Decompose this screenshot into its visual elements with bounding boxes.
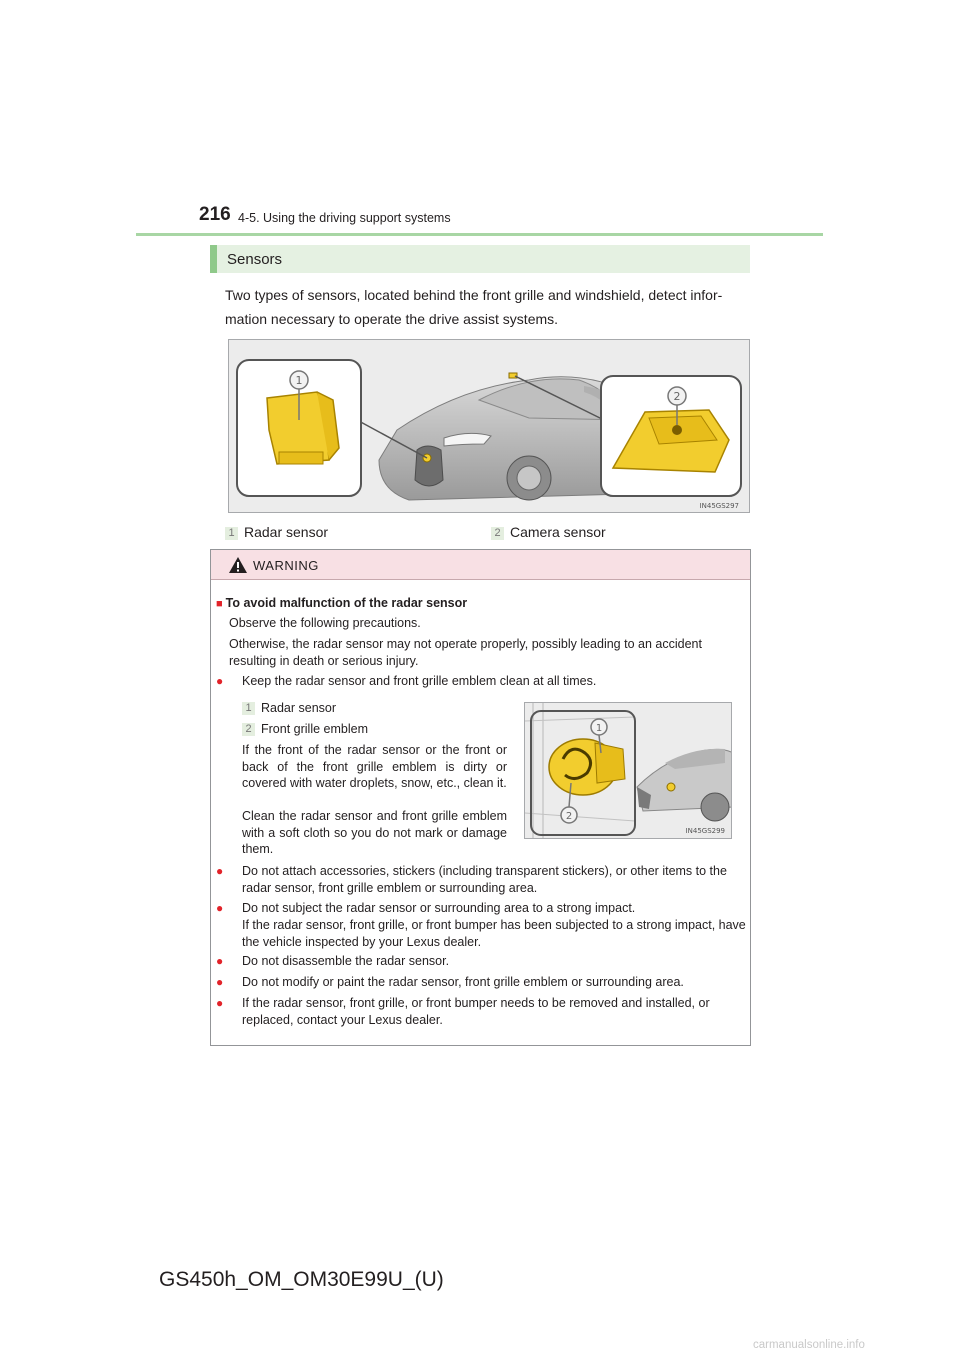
grille-illustration bbox=[525, 703, 732, 839]
number-badge: 2 bbox=[242, 723, 255, 736]
callout-1: 1 bbox=[295, 374, 303, 387]
bullet-text: Keep the radar sensor and front grille emblem clean at all times. bbox=[242, 674, 597, 688]
bullet-icon: ● bbox=[216, 901, 224, 915]
number-badge: 1 bbox=[225, 527, 238, 540]
sensor-label-camera bbox=[491, 524, 606, 540]
bullet-icon: ● bbox=[216, 954, 224, 968]
warning-bullet-6 bbox=[216, 995, 746, 1029]
bullet-text: Do not subject the radar sensor or surrounding area to a strong impact. bbox=[242, 901, 636, 915]
warning-bullet-5 bbox=[216, 974, 746, 991]
warning-bullet-4 bbox=[216, 953, 746, 970]
clean-paragraph: If the front of the radar sensor or the front or back of the front grille emblem is dirty or covered with water droplets, snow, etc., clean it. bbox=[242, 743, 507, 790]
sensors-heading-bar bbox=[210, 245, 750, 273]
bullet-text: If the radar sensor, front grille, or front bumper needs to be removed and installed, or replaced, contact your Lexus dealer. bbox=[242, 996, 710, 1027]
warning-bullet-1 bbox=[216, 673, 746, 690]
sub-item-radar bbox=[242, 700, 336, 717]
header-rule bbox=[136, 233, 823, 236]
sub-item-text: Front grille emblem bbox=[261, 722, 368, 736]
watermark: carmanualsonline.info bbox=[753, 1339, 865, 1351]
warning-bullet-2 bbox=[216, 863, 746, 897]
warning-para-2: Otherwise, the radar sensor may not operate properly, possibly leading to an accident resulting in death or serious injury. bbox=[229, 637, 702, 668]
bullet-text-continued: If the radar sensor, front grille, or front bumper has been subjected to a strong impact, have the vehicle inspected by your Lexus dealer. bbox=[242, 918, 746, 949]
grille-emblem-figure bbox=[524, 702, 732, 839]
car-illustration bbox=[229, 340, 750, 513]
bullet-text: Do not attach accessories, stickers (including transparent stickers), or other items to the radar sensor, front grille emblem or surrounding area. bbox=[242, 864, 727, 895]
figure-code: IN45GS297 bbox=[699, 502, 739, 510]
page-number: 216 bbox=[199, 204, 231, 225]
warning-triangle-icon bbox=[228, 556, 248, 574]
sensors-heading: Sensors bbox=[227, 251, 283, 268]
bullet-text: Do not modify or paint the radar sensor, front grille emblem or surrounding area. bbox=[242, 975, 684, 989]
bullet-icon: ● bbox=[216, 864, 224, 878]
document-id: GS450h_OM_OM30E99U_(U) bbox=[159, 1268, 444, 1291]
section-title: 4-5. Using the driving support systems bbox=[238, 211, 451, 225]
warning-subhead bbox=[216, 595, 467, 613]
sub-item-emblem bbox=[242, 721, 368, 738]
figure-code: IN45GS299 bbox=[685, 827, 725, 835]
bullet-icon: ● bbox=[216, 996, 224, 1010]
callout-1: 1 bbox=[595, 723, 603, 734]
sub-item-text: Radar sensor bbox=[261, 701, 337, 715]
sensors-intro: Two types of sensors, located behind the front grille and windshield, detect infor-mation necessary to operate the drive assist systems. bbox=[225, 287, 723, 327]
number-badge: 2 bbox=[491, 527, 504, 540]
warning-subhead-text: To avoid malfunction of the radar sensor bbox=[225, 596, 468, 610]
warning-para-1: Observe the following precautions. bbox=[229, 616, 421, 630]
callout-2: 2 bbox=[673, 390, 681, 403]
radar-sensor-label: Radar sensor bbox=[244, 524, 329, 540]
bullet-icon: ● bbox=[216, 975, 224, 989]
sensor-location-figure bbox=[228, 339, 750, 513]
camera-sensor-label: Camera sensor bbox=[510, 524, 606, 540]
sensor-label-radar bbox=[225, 524, 328, 540]
bullet-text: Do not disassemble the radar sensor. bbox=[242, 954, 450, 968]
warning-title: WARNING bbox=[253, 558, 319, 573]
bullet-icon: ● bbox=[216, 674, 224, 688]
warning-bullet-3 bbox=[216, 900, 746, 951]
clean-paragraph-2: Clean the radar sensor and front grille emblem with a soft cloth so you do not mark or damage them. bbox=[242, 809, 507, 856]
number-badge: 1 bbox=[242, 702, 255, 715]
callout-2: 2 bbox=[565, 811, 573, 822]
square-bullet-icon: ■ bbox=[216, 598, 223, 610]
